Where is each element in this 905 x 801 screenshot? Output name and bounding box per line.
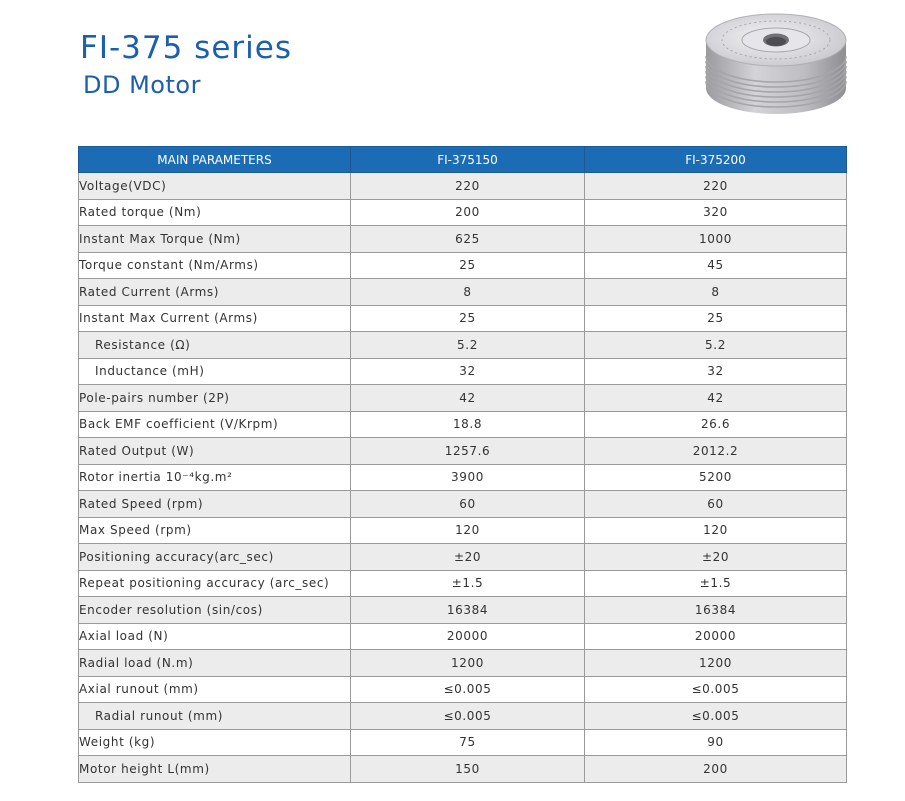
fi-375150-value-cell: ≤0.005 [351,703,585,730]
fi-375150-value-cell: 16384 [351,597,585,624]
fi-375150-value-cell: 60 [351,491,585,518]
parameter-name-cell: Voltage(VDC) [79,173,351,200]
fi-375150-value-cell: 75 [351,729,585,756]
table-row [79,226,847,253]
fi-375200-value-cell: ±20 [585,544,847,571]
fi-375200-value-cell: ±1.5 [585,570,847,597]
page-title: FI-375 series [80,30,292,66]
parameter-name-cell: Axial load (N) [79,623,351,650]
fi-375150-value-cell: 1200 [351,650,585,677]
parameter-name-cell: Motor height L(mm) [79,756,351,783]
fi-375150-value-cell: 120 [351,517,585,544]
table-row [79,650,847,677]
parameters-table [78,146,847,783]
parameter-name-cell: Axial runout (mm) [79,676,351,703]
fi-375200-value-cell: 320 [585,199,847,226]
fi-375200-value-cell: 16384 [585,597,847,624]
table-body [79,173,847,783]
table-row [79,464,847,491]
fi-375200-value-cell: 45 [585,252,847,279]
fi-375200-value-cell: 32 [585,358,847,385]
fi-375150-value-cell: 20000 [351,623,585,650]
table-row [79,597,847,624]
fi-375150-value-cell: ±20 [351,544,585,571]
parameter-name-cell: Rated Current (Arms) [79,279,351,306]
table-row [79,358,847,385]
parameter-name-cell: Back EMF coefficient (V/Krpm) [79,411,351,438]
parameter-name-cell: Rotor inertia 10⁻⁴kg.m² [79,464,351,491]
parameter-name-cell: Radial runout (mm) [79,703,351,730]
fi-375200-value-cell: ≤0.005 [585,703,847,730]
fi-375150-value-cell: 25 [351,252,585,279]
parameter-name-cell: Max Speed (rpm) [79,517,351,544]
parameter-name-cell: Weight (kg) [79,729,351,756]
fi-375150-value-cell: 1257.6 [351,438,585,465]
table-row [79,570,847,597]
fi-375150-value-cell: ≤0.005 [351,676,585,703]
parameter-name-cell: Rated Speed (rpm) [79,491,351,518]
parameter-name-cell: Encoder resolution (sin/cos) [79,597,351,624]
fi-375150-value-cell: 32 [351,358,585,385]
fi-375150-value-cell: 8 [351,279,585,306]
fi-375150-value-cell: 18.8 [351,411,585,438]
table-row [79,517,847,544]
parameter-name-cell: Rated torque (Nm) [79,199,351,226]
table-row [79,676,847,703]
table-row [79,703,847,730]
table-row [79,173,847,200]
fi-375200-value-cell: 2012.2 [585,438,847,465]
fi-375200-value-cell: 5.2 [585,332,847,359]
fi-375200-value-cell: 42 [585,385,847,412]
fi-375150-value-cell: ±1.5 [351,570,585,597]
fi-375150-value-cell: 150 [351,756,585,783]
table-row [79,438,847,465]
fi-375200-value-cell: 8 [585,279,847,306]
column-header-fi-375200: FI-375200 [585,147,847,173]
parameter-name-cell: Inductance (mH) [79,358,351,385]
table-row [79,385,847,412]
column-header-fi-375150: FI-375150 [351,147,585,173]
table-row [79,279,847,306]
fi-375150-value-cell: 220 [351,173,585,200]
fi-375200-value-cell: 120 [585,517,847,544]
parameter-name-cell: Instant Max Current (Arms) [79,305,351,332]
fi-375200-value-cell: 60 [585,491,847,518]
table-row [79,544,847,571]
parameter-name-cell: Rated Output (W) [79,438,351,465]
page-subtitle: DD Motor [83,71,201,99]
fi-375150-value-cell: 25 [351,305,585,332]
table-row [79,411,847,438]
parameter-name-cell: Instant Max Torque (Nm) [79,226,351,253]
parameter-name-cell: Pole-pairs number (2P) [79,385,351,412]
fi-375200-value-cell: 220 [585,173,847,200]
table-row [79,252,847,279]
fi-375150-value-cell: 625 [351,226,585,253]
fi-375200-value-cell: 200 [585,756,847,783]
table-row [79,491,847,518]
parameter-name-cell: Repeat positioning accuracy (arc_sec) [79,570,351,597]
table-row [79,756,847,783]
fi-375150-value-cell: 3900 [351,464,585,491]
column-header-main-parameters: MAIN PARAMETERS [79,147,351,173]
fi-375150-value-cell: 5.2 [351,332,585,359]
fi-375200-value-cell: 20000 [585,623,847,650]
motor-product-image [702,4,850,118]
fi-375200-value-cell: 26.6 [585,411,847,438]
table-row [79,623,847,650]
fi-375200-value-cell: 25 [585,305,847,332]
fi-375200-value-cell: ≤0.005 [585,676,847,703]
fi-375150-value-cell: 200 [351,199,585,226]
fi-375200-value-cell: 5200 [585,464,847,491]
parameter-name-cell: Radial load (N.m) [79,650,351,677]
parameter-name-cell: Resistance (Ω) [79,332,351,359]
table-header-row [79,147,847,173]
table-row [79,199,847,226]
fi-375200-value-cell: 1200 [585,650,847,677]
fi-375150-value-cell: 42 [351,385,585,412]
fi-375200-value-cell: 1000 [585,226,847,253]
table-row [79,729,847,756]
table-row [79,332,847,359]
parameter-name-cell: Positioning accuracy(arc_sec) [79,544,351,571]
fi-375200-value-cell: 90 [585,729,847,756]
parameter-name-cell: Torque constant (Nm/Arms) [79,252,351,279]
table-row [79,305,847,332]
